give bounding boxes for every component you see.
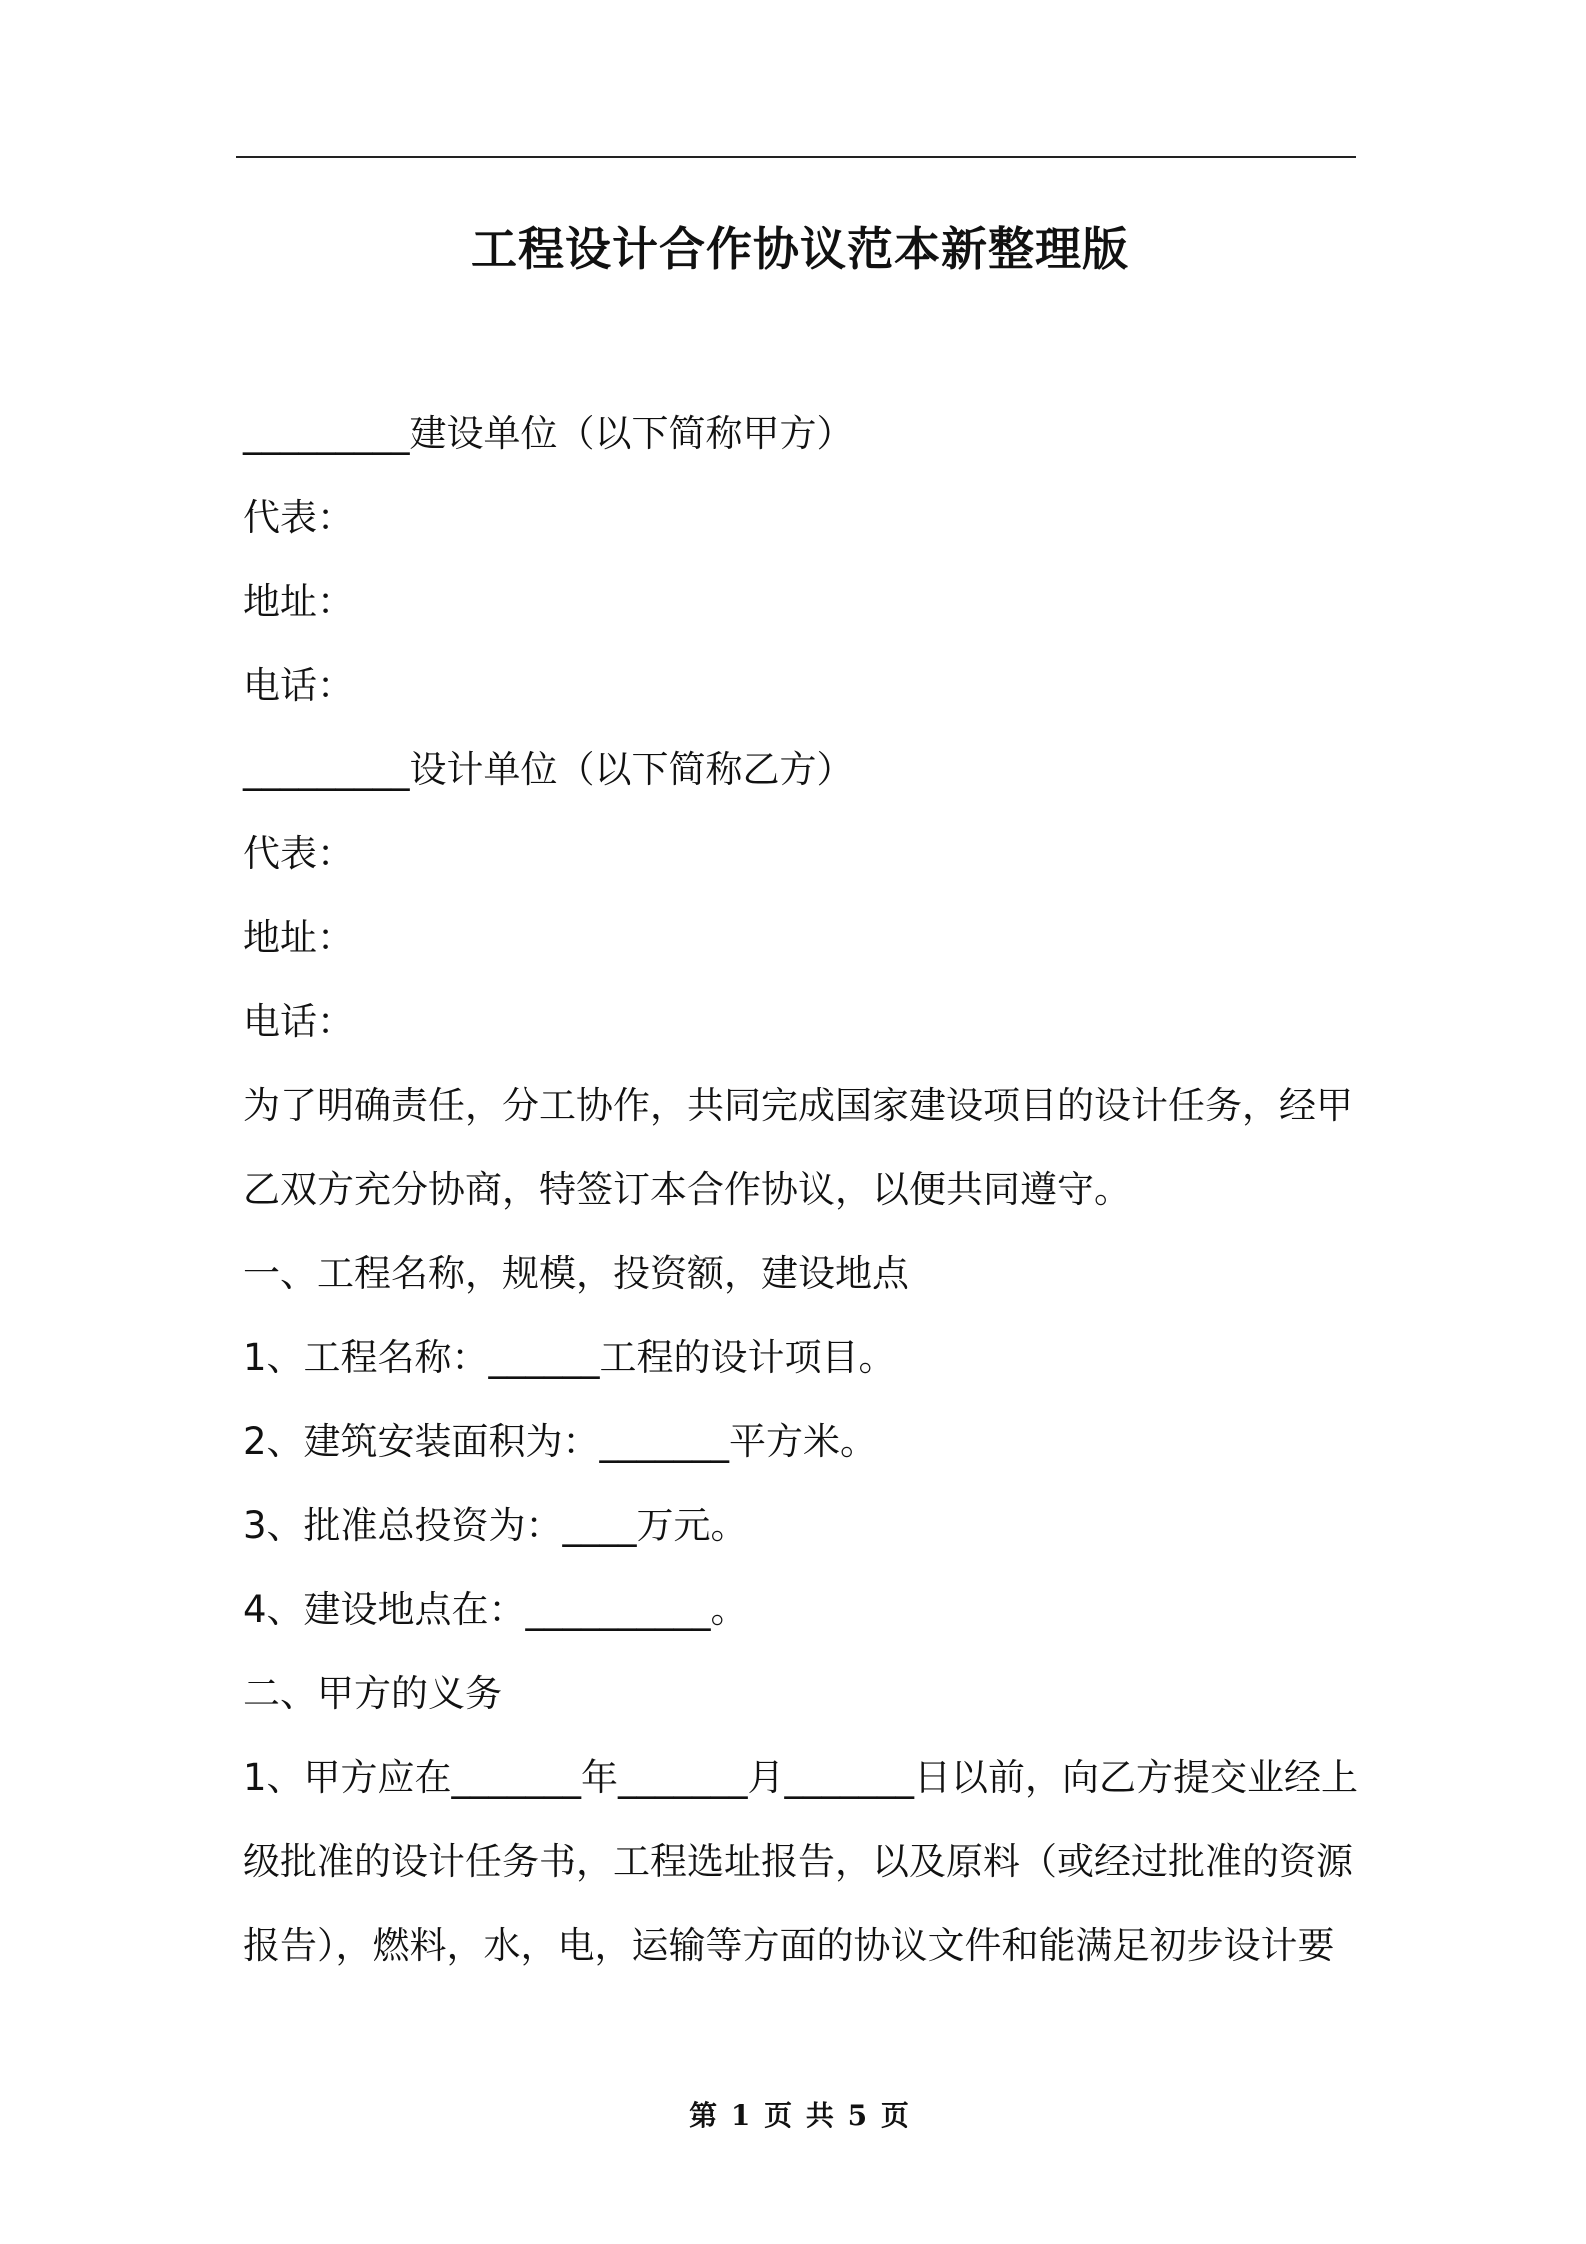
page-number-footer: 第 1 页 共 5 页 — [689, 2099, 911, 2132]
section-1-heading: 一、工程名称，规模，投资额，建设地点 — [243, 1252, 909, 1295]
document-title: 工程设计合作协议范本新整理版 — [471, 222, 1129, 276]
party-a-representative: 代表： — [243, 496, 354, 539]
preamble-line-2: 乙双方充分协商，特签订本合作协议，以便共同遵守。 — [243, 1168, 1131, 1211]
party-b-phone: 电话： — [243, 1000, 354, 1043]
section-1-item-4: 4、建设地点在：__________。 — [243, 1588, 748, 1631]
party-a-address: 地址： — [243, 580, 354, 623]
party-b-line: _________设计单位（以下简称乙方） — [243, 748, 854, 791]
party-b-representative: 代表： — [243, 832, 354, 875]
section-1-item-3: 3、批准总投资为：____万元。 — [243, 1504, 748, 1547]
header-rule — [236, 156, 1356, 158]
section-2-item-1-line-2: 级批准的设计任务书，工程选址报告，以及原料（或经过批准的资源 — [243, 1840, 1353, 1883]
party-b-address: 地址： — [243, 916, 354, 959]
section-2-heading: 二、甲方的义务 — [243, 1672, 502, 1715]
preamble-line-1: 为了明确责任，分工协作，共同完成国家建设项目的设计任务，经甲 — [243, 1084, 1353, 1127]
party-a-line: _________建设单位（以下简称甲方） — [243, 412, 854, 455]
section-1-item-1: 1、工程名称：______工程的设计项目。 — [243, 1336, 896, 1379]
section-2-item-1-line-3: 报告），燃料，水，电，运输等方面的协议文件和能满足初步设计要 — [243, 1924, 1335, 1967]
section-1-item-2: 2、建筑安装面积为：_______平方米。 — [243, 1420, 878, 1463]
section-2-item-1-line-1: 1、甲方应在_______年_______月_______日以前，向乙方提交业经上 — [243, 1756, 1359, 1799]
party-a-phone: 电话： — [243, 664, 354, 707]
document-body — [243, 404, 1358, 2000]
